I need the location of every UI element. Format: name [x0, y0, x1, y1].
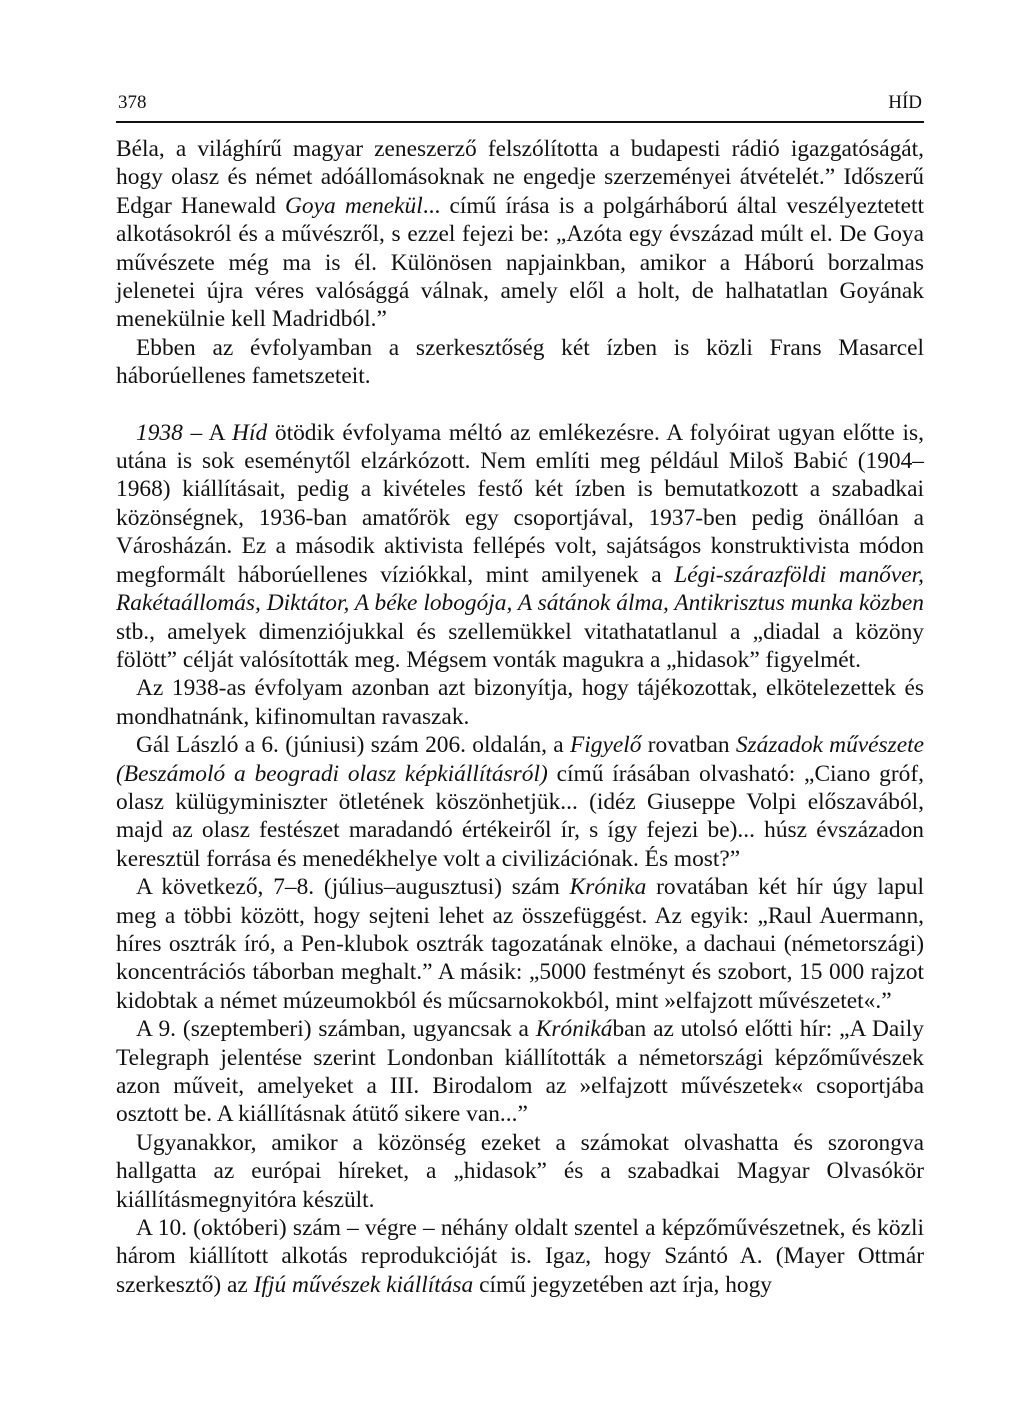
paragraph-8: [116, 1129, 924, 1214]
year-heading: 1938: [136, 419, 183, 446]
text-run: Az 1938-as évfolyam azonban azt bizonyítja, hogy tájékozottak, elkötelezettek és mondhatnánk, kifinomultan ravaszak.: [116, 675, 924, 730]
text-run: Gál László a 6. (júniusi) szám 206. oldalán, a: [136, 732, 570, 759]
text-run: rovatában két hír úgy lapul meg a többi között, hogy sejteni lehet az összefüggést. Az egyik: „Raul Auermann, híres osztrák író, a Pen-klubok osztrák tagozatának elnöke, a dachaui (németországi) koncentrációs táborban meghalt.” A másik: „5000 festményt és szobort, 15 000 rajzot kidobtak a német múzeumokból és műcsarnokokból, mint »elfajzott művészetet«.”: [116, 874, 924, 1014]
running-header: [116, 92, 924, 123]
italic-title: Krónika: [569, 874, 647, 901]
paragraph-5: [116, 731, 924, 873]
paragraph-9: [116, 1214, 924, 1299]
italic-title: Híd: [232, 419, 268, 446]
text-run: Béla, a világhírű magyar zeneszerző felszólította a budapesti rádió igazgatóságát, hogy olasz és német adóállomásoknak ne engedje szerzeményei átvételét.” Időszerű Edgar Hanewald: [116, 136, 924, 219]
italic-title: Századok művészete (Beszámoló a beogradi olasz képkiállításról): [116, 732, 924, 787]
italic-title: Légi-szárazföldi manőver, Rakétaállomás, Diktátor, A béke lobogója, A sátánok álma, Antikrisztus munka közben: [116, 561, 924, 617]
paragraph-3: [116, 419, 924, 675]
italic-title: Figyelő: [569, 732, 642, 759]
text-run: ötödik évfolyama méltó az emlékezésre. A folyóirat ugyan előtte is, utána is sok eseménytől elzárkózott. Nem említi meg például Miloš Babić (1904–1968) kiállításait, pedig a kivételes festő két ízben is bemutatkozott a szabadkai közönségnek, 1936-ban amatőrök egy csoportjával, 1937-ben pedig önállóan a Városházán. Ez a második aktivista fellépés volt, sajátságos konstruktivista módon megformált háborúellenes víziókkal, mint amilyenek a: [116, 419, 924, 588]
text-run: Ebben az évfolyamban a szerkesztőség két ízben is közli Frans Masarcel háborúellenes fametszeteit.: [116, 334, 924, 390]
text-run: Ugyanakkor, amikor a közönség ezeket a számokat olvashatta és szorongva hallgatta az európai híreket, a „hidasok” és a szabadkai Magyar Olvasókör kiállításmegnyitóra készült.: [116, 1129, 924, 1213]
paragraph-2: [116, 334, 924, 391]
paragraph-7: [116, 1015, 924, 1129]
text-run: című jegyzetében azt írja, hogy: [473, 1271, 772, 1298]
text-run: A következő, 7–8. (július–augusztusi) szám: [136, 874, 570, 901]
italic-title: Ifjú művészek kiállítása: [253, 1271, 474, 1298]
italic-title: Króniká: [535, 1016, 613, 1043]
paragraph-1: [116, 135, 924, 334]
text-run: stb., amelyek dimenziójukkal és szellemükkel vitathatatlanul a „diadal a közöny fölött” célját valósították meg. Mégsem vonták magukra a „hidasok” figyelmét.: [116, 618, 924, 673]
journal-title: HÍD: [888, 92, 922, 113]
text-run: ... című írása is a polgárháború által veszélyeztetett alkotásokról és a művészről, s ezzel fejezi be: „Azóta egy évszázad múlt el. De Goya művészete még ma is él. Különösen napjainkban, amikor a Háború borzalmas jelenetei újra véres valósággá válnak, amely elől a holt, de halhatatlan Goyának menekülnie kell Madridból.”: [116, 192, 924, 333]
text-run: ban az utolsó előtti hír: „A Daily Telegraph jelentése szerint Londonban kiállították a németországi képzőművészek azon műveit, amelyeket a III. Birodalom az »elfajzott művészetek« csoportjába osztott be. A kiállításnak átütő sikere van...”: [116, 1016, 924, 1128]
page: [116, 92, 924, 1299]
text-run: rovatban: [641, 732, 736, 759]
paragraph-4: [116, 674, 924, 731]
paragraph-6: [116, 873, 924, 1015]
page-number: 378: [118, 92, 147, 113]
italic-title: Goya menekül: [285, 192, 423, 219]
text-run: – A: [182, 419, 233, 446]
body-text: [116, 135, 924, 1299]
text-run: A 9. (szeptemberi) számban, ugyancsak a: [136, 1016, 536, 1043]
text-run: című írásában olvasható: „Ciano gróf, olasz külügyminiszter ötletének köszönhetjük... (idéz Giuseppe Volpi előszavából, majd az olasz festészet maradandó értékeiről ír, s így fejezi be)... húsz évszázadon keresztül forrása és menedékhelye volt a civilizációnak. És most?”: [116, 760, 924, 872]
text-run: A 10. (októberi) szám – végre – néhány oldalt szentel a képzőművészetnek, és közli három kiállított alkotás reprodukcióját is. Igaz, hogy Szántó A. (Mayer Ottmár szerkesztő) az: [116, 1215, 924, 1298]
